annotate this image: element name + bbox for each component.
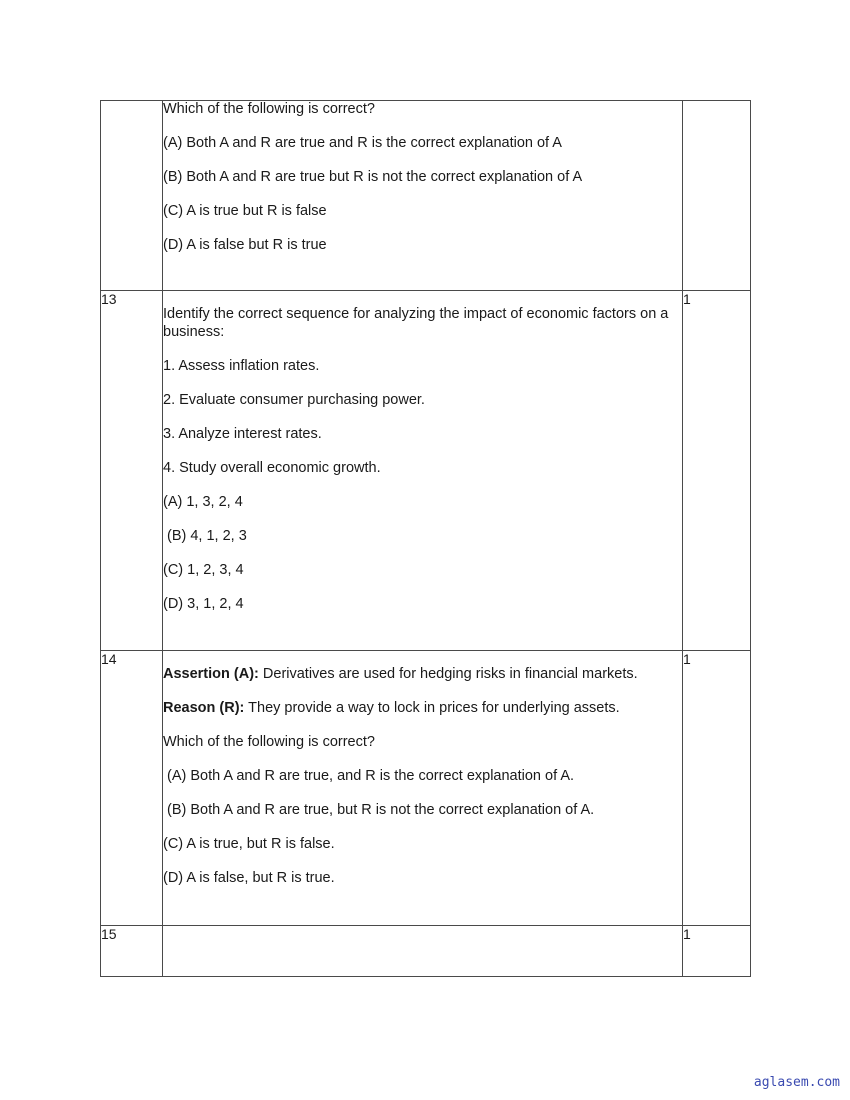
assertion-text: Derivatives are used for hedging risks in financial markets. bbox=[258, 666, 638, 682]
option-b: (B) 4, 1, 2, 3 bbox=[167, 527, 247, 544]
option-c: (C) A is true, but R is false. bbox=[163, 836, 335, 852]
reason bbox=[163, 700, 682, 718]
table-row bbox=[101, 651, 751, 926]
assertion bbox=[163, 666, 682, 684]
question-marks: 1 bbox=[683, 291, 751, 651]
option-d: (D) A is false, but R is true. bbox=[163, 870, 335, 886]
option-a: (A) Both A and R are true and R is the correct explanation of A bbox=[163, 135, 562, 151]
question-prompt: Which of the following is correct? bbox=[163, 734, 375, 750]
step-4: 4. Study overall economic growth. bbox=[163, 459, 381, 476]
question-marks: 1 bbox=[683, 926, 751, 977]
table-row bbox=[101, 291, 751, 651]
question-prompt: Which of the following is correct? bbox=[163, 101, 375, 117]
question-body bbox=[163, 291, 683, 651]
question-number bbox=[101, 101, 163, 291]
question-body bbox=[163, 101, 683, 291]
option-b: (B) Both A and R are true, but R is not the correct explanation of A. bbox=[167, 802, 595, 818]
question-body bbox=[163, 651, 683, 926]
table-row bbox=[101, 101, 751, 291]
question-number: 15 bbox=[101, 926, 163, 977]
question-number: 13 bbox=[101, 291, 163, 651]
question-marks: 1 bbox=[683, 651, 751, 926]
option-b: (B) Both A and R are true but R is not the correct explanation of A bbox=[163, 169, 583, 185]
question-marks bbox=[683, 101, 751, 291]
question-prompt: Identify the correct sequence for analyzing the impact of economic factors on a business: bbox=[163, 306, 669, 340]
assertion-label: Assertion (A): bbox=[163, 666, 259, 682]
question-table bbox=[100, 100, 751, 977]
step-3: 3. Analyze interest rates. bbox=[163, 425, 322, 442]
reason-text: They provide a way to lock in prices for underlying assets. bbox=[244, 700, 620, 716]
table-row bbox=[101, 926, 751, 977]
question-number: 14 bbox=[101, 651, 163, 926]
option-d: (D) A is false but R is true bbox=[163, 237, 327, 253]
option-c: (C) A is true but R is false bbox=[163, 203, 327, 219]
option-c: (C) 1, 2, 3, 4 bbox=[163, 561, 244, 578]
reason-label: Reason (R): bbox=[163, 700, 245, 716]
watermark: aglasem.com bbox=[753, 1075, 840, 1090]
question-body bbox=[163, 926, 683, 977]
option-d: (D) 3, 1, 2, 4 bbox=[163, 595, 244, 612]
step-2: 2. Evaluate consumer purchasing power. bbox=[163, 391, 425, 408]
option-a: (A) 1, 3, 2, 4 bbox=[163, 493, 243, 510]
option-a: (A) Both A and R are true, and R is the correct explanation of A. bbox=[167, 768, 575, 784]
step-1: 1. Assess inflation rates. bbox=[163, 357, 320, 374]
